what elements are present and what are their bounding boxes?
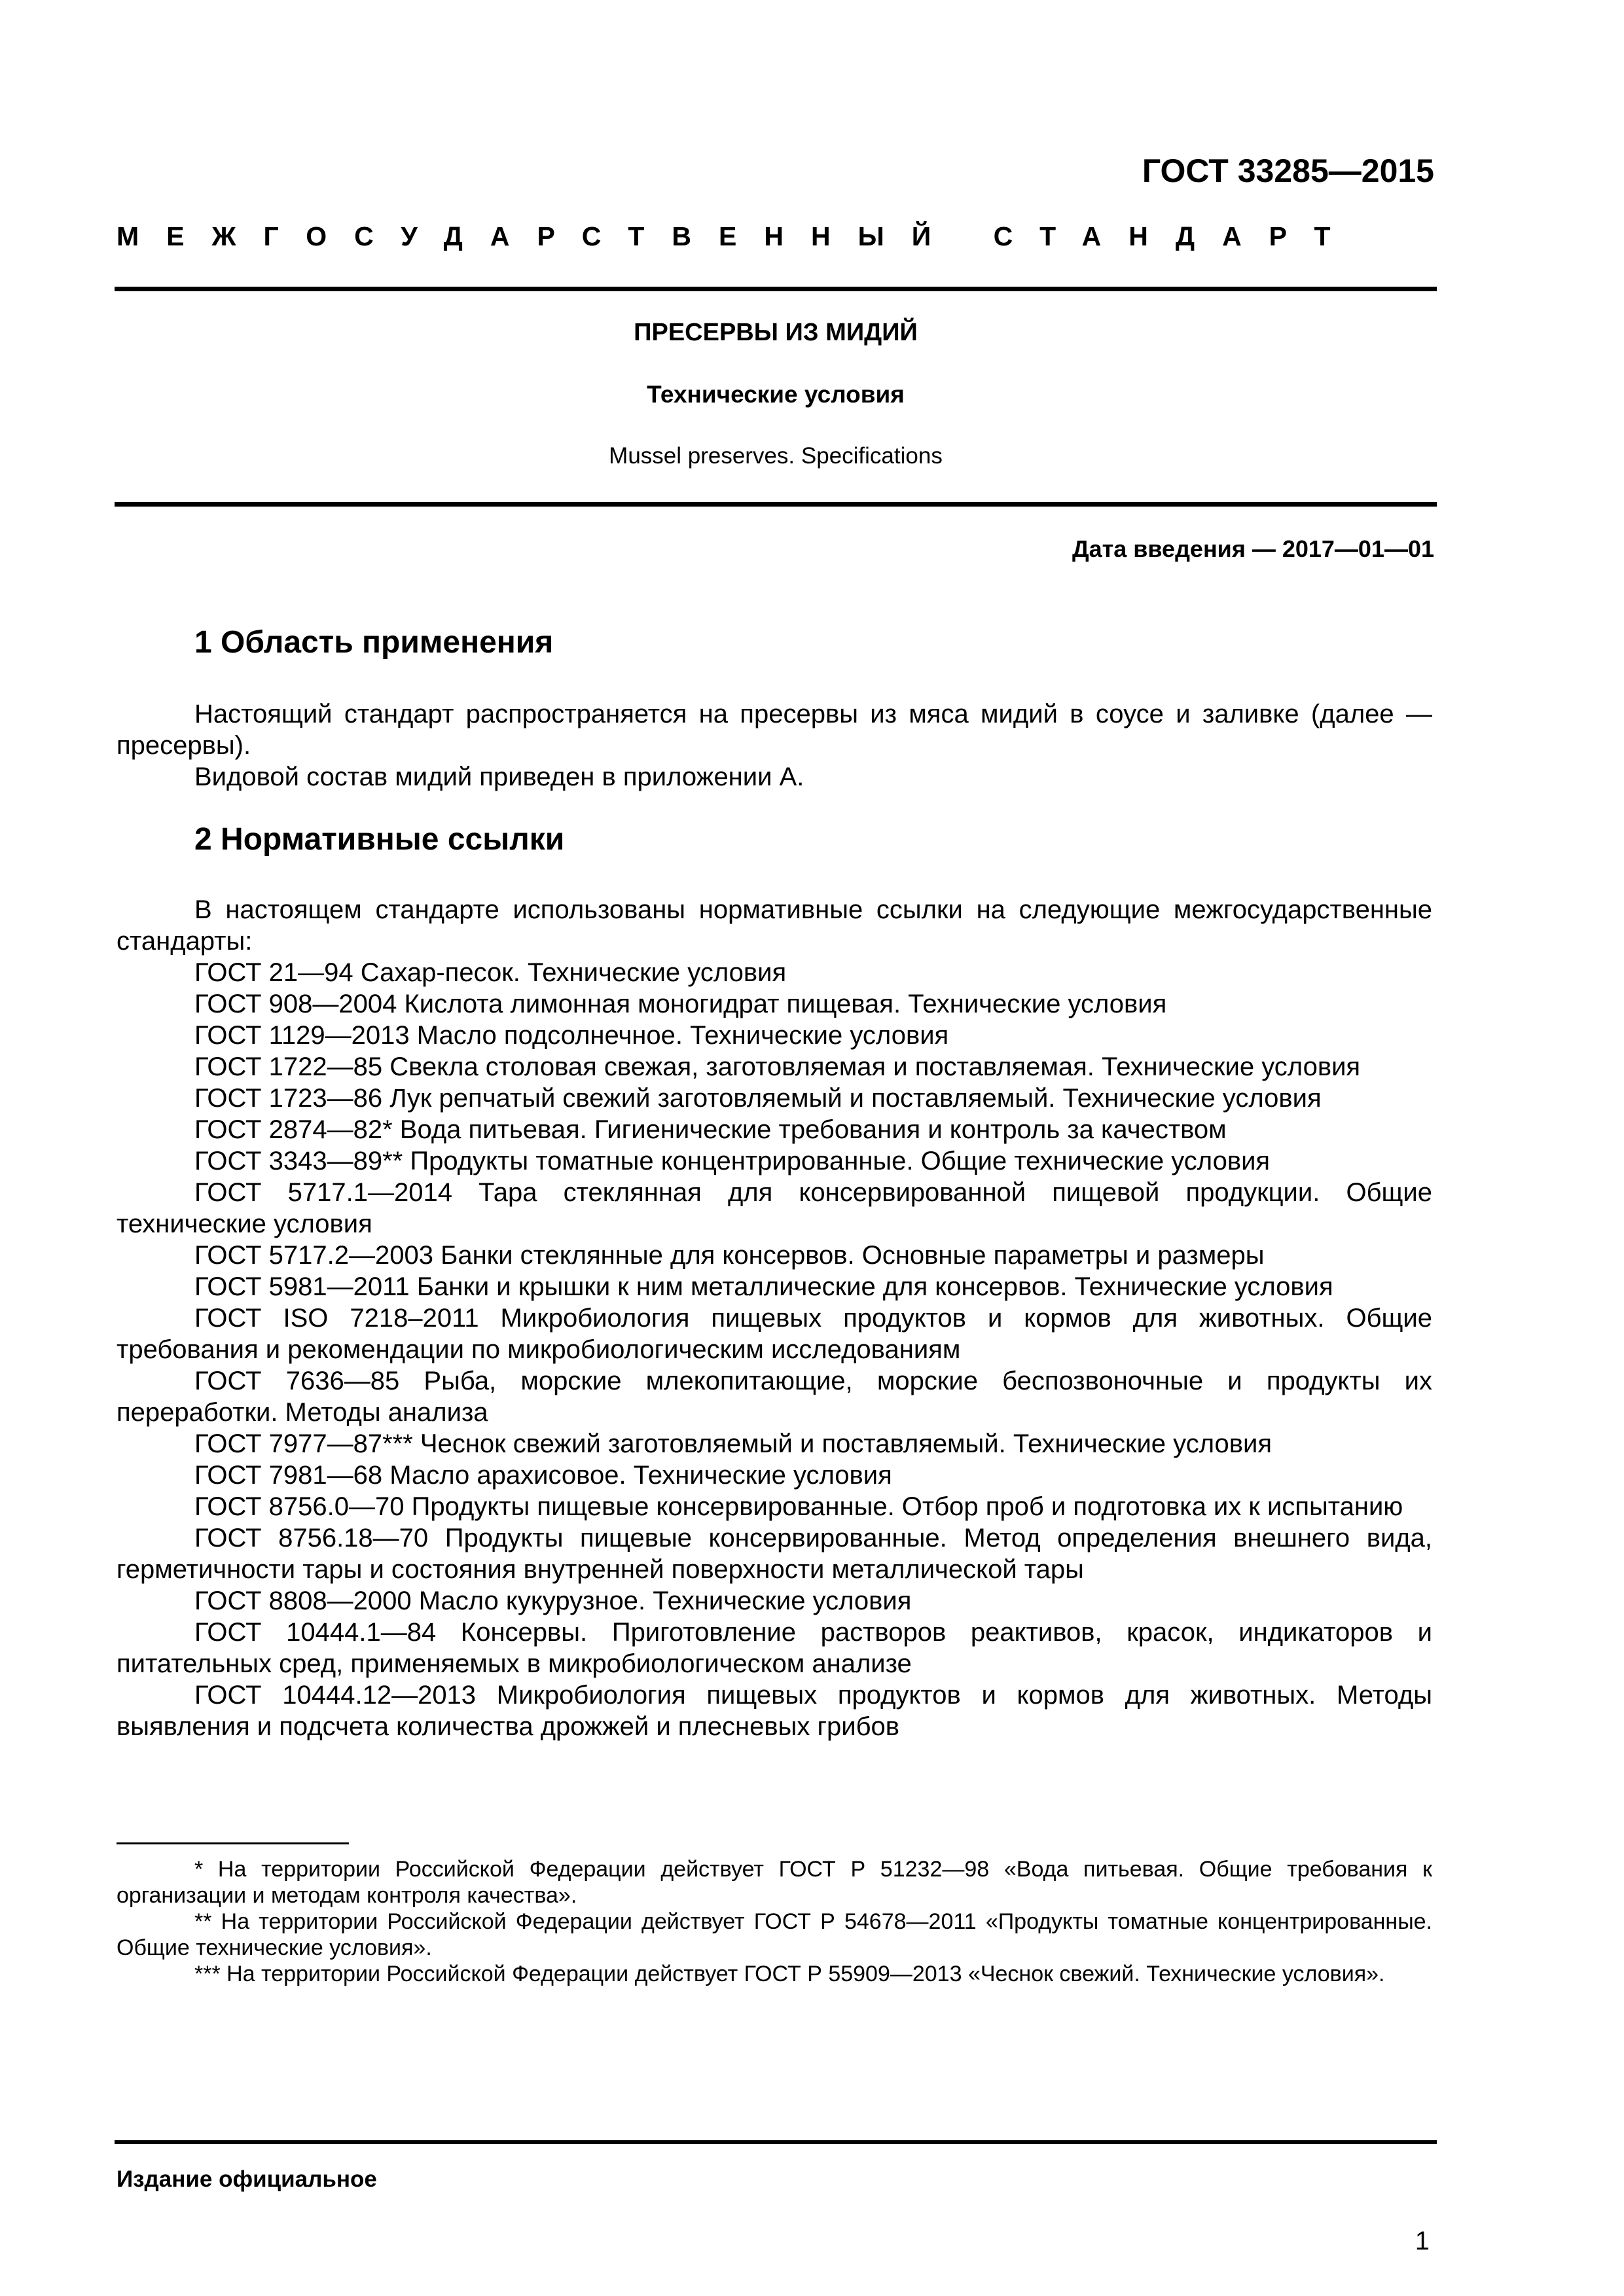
section-heading-scope: 1 Область применения [194, 625, 554, 660]
footnote: * На территории Российской Федерации действует ГОСТ Р 51232—98 «Вода питьевая. Общие требования к организации и методам контроля качества». [117, 1857, 1432, 1908]
section-body-normative-references [117, 894, 1432, 1742]
reference-item: ГОСТ 5717.1—2014 Тара стеклянная для консервированной пищевой продукции. Общие технические условия [117, 1178, 1432, 1238]
reference-item: ГОСТ 7977—87*** Чеснок свежий заготовляемый и поставляемый. Технические условия [194, 1429, 1272, 1458]
reference-item: ГОСТ 10444.1—84 Консервы. Приготовление растворов реактивов, красок, индикаторов и питательных сред, применяемых в микробиологическом анализе [117, 1618, 1432, 1678]
reference-item: ГОСТ 2874—82* Вода питьевая. Гигиенические требования и контроль за качеством [194, 1115, 1227, 1144]
section-heading-normative-references: 2 Нормативные ссылки [194, 822, 565, 857]
paragraph: Настоящий стандарт распространяется на пресервы из мяса мидий в соусе и заливке (далее — пресервы). [117, 700, 1432, 760]
title-divider [115, 502, 1437, 507]
reference-item: ГОСТ 7636—85 Рыба, морские млекопитающие, морские беспозвоночные и продукты их переработки. Методы анализа [117, 1367, 1432, 1427]
reference-item: ГОСТ 5981—2011 Банки и крышки к ним металлические для консервов. Технические условия [194, 1272, 1333, 1301]
reference-item: ГОСТ 10444.12—2013 Микробиология пищевых продуктов и кормов для животных. Методы выявления и подсчета количества дрожжей и плесневых грибов [117, 1681, 1432, 1741]
reference-item: ГОСТ 5717.2—2003 Банки стеклянные для консервов. Основные параметры и размеры [194, 1241, 1265, 1270]
header-divider [115, 287, 1437, 291]
gost-number: ГОСТ 33285—2015 [1142, 152, 1434, 189]
reference-item: ГОСТ ISO 7218–2011 Микробиология пищевых продуктов и кормов для животных. Общие требования и рекомендации по микробиологическим исследованиям [117, 1304, 1432, 1364]
reference-item: ГОСТ 908—2004 Кислота лимонная моногидрат пищевая. Технические условия [194, 990, 1167, 1018]
reference-item: ГОСТ 8756.18—70 Продукты пищевые консервированные. Метод определения внешнего вида, герметичности тары и состояния внутренней поверхности металлической тары [117, 1524, 1432, 1584]
reference-item: ГОСТ 1129—2013 Масло подсолнечное. Технические условия [194, 1021, 949, 1050]
page-number: 1 [1415, 2227, 1430, 2255]
section-body-scope [117, 698, 1432, 793]
reference-item: ГОСТ 7981—68 Масло арахисовое. Технические условия [194, 1461, 892, 1490]
introduction-date: Дата введения — 2017—01—01 [1072, 535, 1434, 562]
paragraph: Видовой состав мидий приведен в приложении А. [194, 762, 804, 791]
footnotes [117, 1856, 1432, 1987]
interstate-standard-label: МЕЖГОСУДАРСТВЕННЫЙ СТАНДАРТ [117, 221, 1358, 251]
footnote: ** На территории Российской Федерации действует ГОСТ Р 54678—2011 «Продукты томатные концентрированные. Общие технические условия». [117, 1909, 1432, 1960]
reference-item: ГОСТ 1723—86 Лук репчатый свежий заготовляемый и поставляемый. Технические условия [194, 1084, 1322, 1113]
official-edition-label: Издание официальное [117, 2166, 377, 2192]
reference-item: ГОСТ 8756.0—70 Продукты пищевые консервированные. Отбор проб и подготовка их к испытанию [194, 1492, 1403, 1521]
document-title: ПРЕСЕРВЫ ИЗ МИДИЙ [634, 319, 918, 346]
footnote-divider [117, 1842, 349, 1844]
reference-item: ГОСТ 1722—85 Свекла столовая свежая, заготовляемая и поставляемая. Технические условия [194, 1052, 1361, 1081]
reference-item: ГОСТ 8808—2000 Масло кукурузное. Технические условия [194, 1587, 912, 1615]
footer-divider [115, 2140, 1437, 2144]
footnote: *** На территории Российской Федерации действует ГОСТ Р 55909—2013 «Чеснок свежий. Технические условия». [194, 1962, 1385, 1986]
reference-item: ГОСТ 3343—89** Продукты томатные концентрированные. Общие технические условия [194, 1147, 1271, 1175]
reference-item: ГОСТ 21—94 Сахар-песок. Технические условия [194, 958, 787, 987]
document-title-english: Mussel preserves. Specifications [609, 443, 943, 469]
document-subtitle: Технические условия [647, 381, 905, 408]
paragraph: В настоящем стандарте использованы нормативные ссылки на следующие межгосударственные стандарты: [117, 895, 1432, 956]
